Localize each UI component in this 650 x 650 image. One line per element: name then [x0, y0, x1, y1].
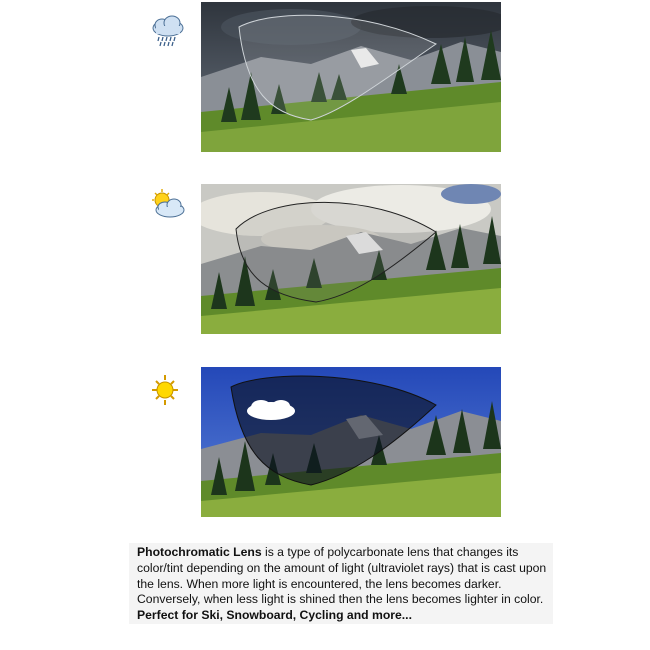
overcast-scene-image: [201, 2, 501, 152]
sunny-scene-image: [201, 367, 501, 517]
sun-behind-cloud-icon: [148, 188, 188, 222]
sun-icon: [148, 373, 188, 407]
rain-cloud-icon: [148, 14, 188, 48]
caption-body: is a type of polycarbonate lens that changes its color/tint depending on the amount of light (ultraviolet rays) that is cast upon the lens. When more light is encountered, the lens becomes darker. Conversely, when less light is shined then the lens becomes lighter in color.: [137, 545, 547, 607]
product-description: [129, 543, 553, 624]
caption-tagline: Perfect for Ski, Snowboard, Cycling and more...: [137, 608, 412, 623]
caption-term: Photochromatic Lens: [137, 545, 262, 559]
partly-cloudy-scene-image: [201, 184, 501, 334]
